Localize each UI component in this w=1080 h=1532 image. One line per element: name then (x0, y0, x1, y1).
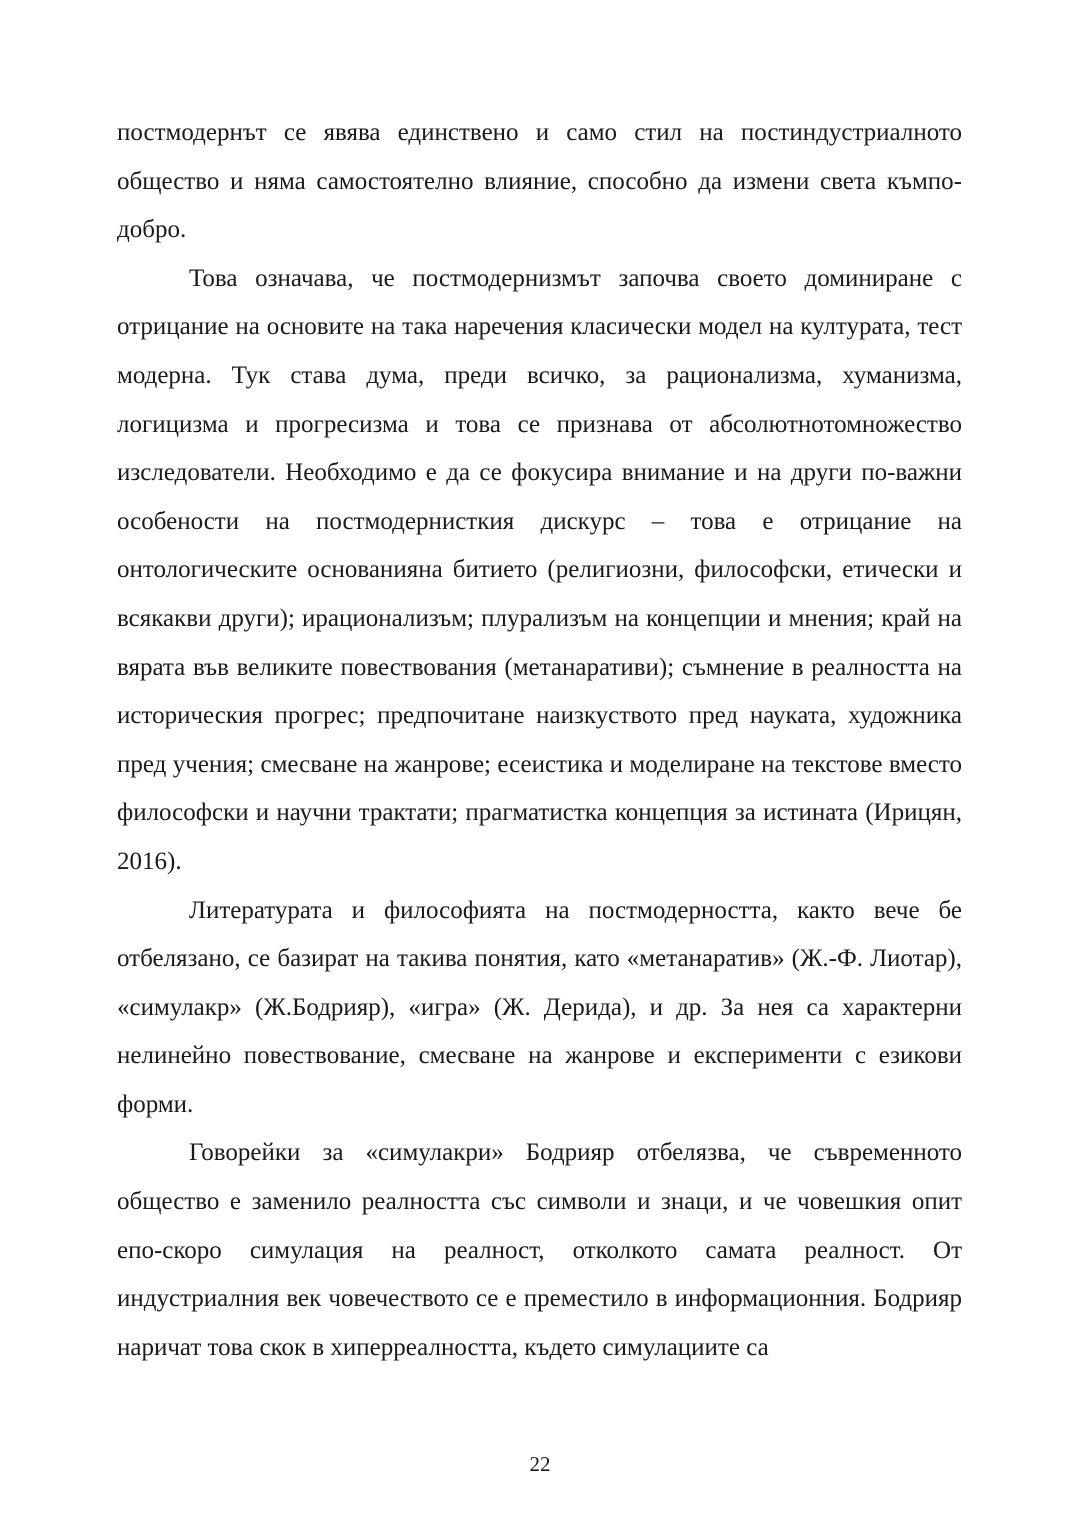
document-body (117, 109, 962, 1372)
page-number: 22 (529, 1452, 551, 1476)
paragraph-2: Това означава, че постмодернизмът започва своето доминиране с отрицание на основите на така наречения класически модел на културата, тест модерна. Тук става дума, преди всичко, за рационализма, хуманизма, логицизма и прогресизма и това се признава от абсолютнотомножество изследователи. Необходимо е да се фокусира внимание и на други по-важни особености на постмодернисткия дискурс – това е отрицание на онтологическите основанияна битието (религиозни, философски, етически и всякакви други); ирационализъм; плурализъм на концепции и мнения; край на вярата във великите повествования (метанаративи); съмнение в реалността на историческия прогрес; предпочитане наизкуството пред науката, художника пред учения; смесване на жанрове; есеистика и моделиране на текстове вместо философски и научни трактати; прагматистка концепция за истината (Ирицян, 2016). (117, 264, 962, 875)
paragraph-1: постмодернът се явява единствено и само стил на постиндустриалното общество и няма самостоятелно влияние, способно да измени света къмпо-добро. (117, 119, 962, 244)
paragraph-4: Говорейки за «симулакри» Бодрияр отбелязва, че съвременното общество е заменило реалността със символи и знаци, и че човешкия опит епо-скоро симулация на реалност, отколкото самата реалност. От индустриалния век човечеството се е преместило в информационния. Бодрияр наричат това скок в хиперреалността, където симулациите са (117, 1139, 962, 1361)
paragraph-3: Литературата и философията на постмодерността, както вече бе отбелязано, се базират на такива понятия, като «метанаратив» (Ж.-Ф. Лиотар), «симулакр» (Ж.Бодрияр), «игра» (Ж. Дерида), и др. За нея са характерни нелинейно повествование, смесване на жанрове и експерименти с езикови форми. (117, 896, 962, 1118)
